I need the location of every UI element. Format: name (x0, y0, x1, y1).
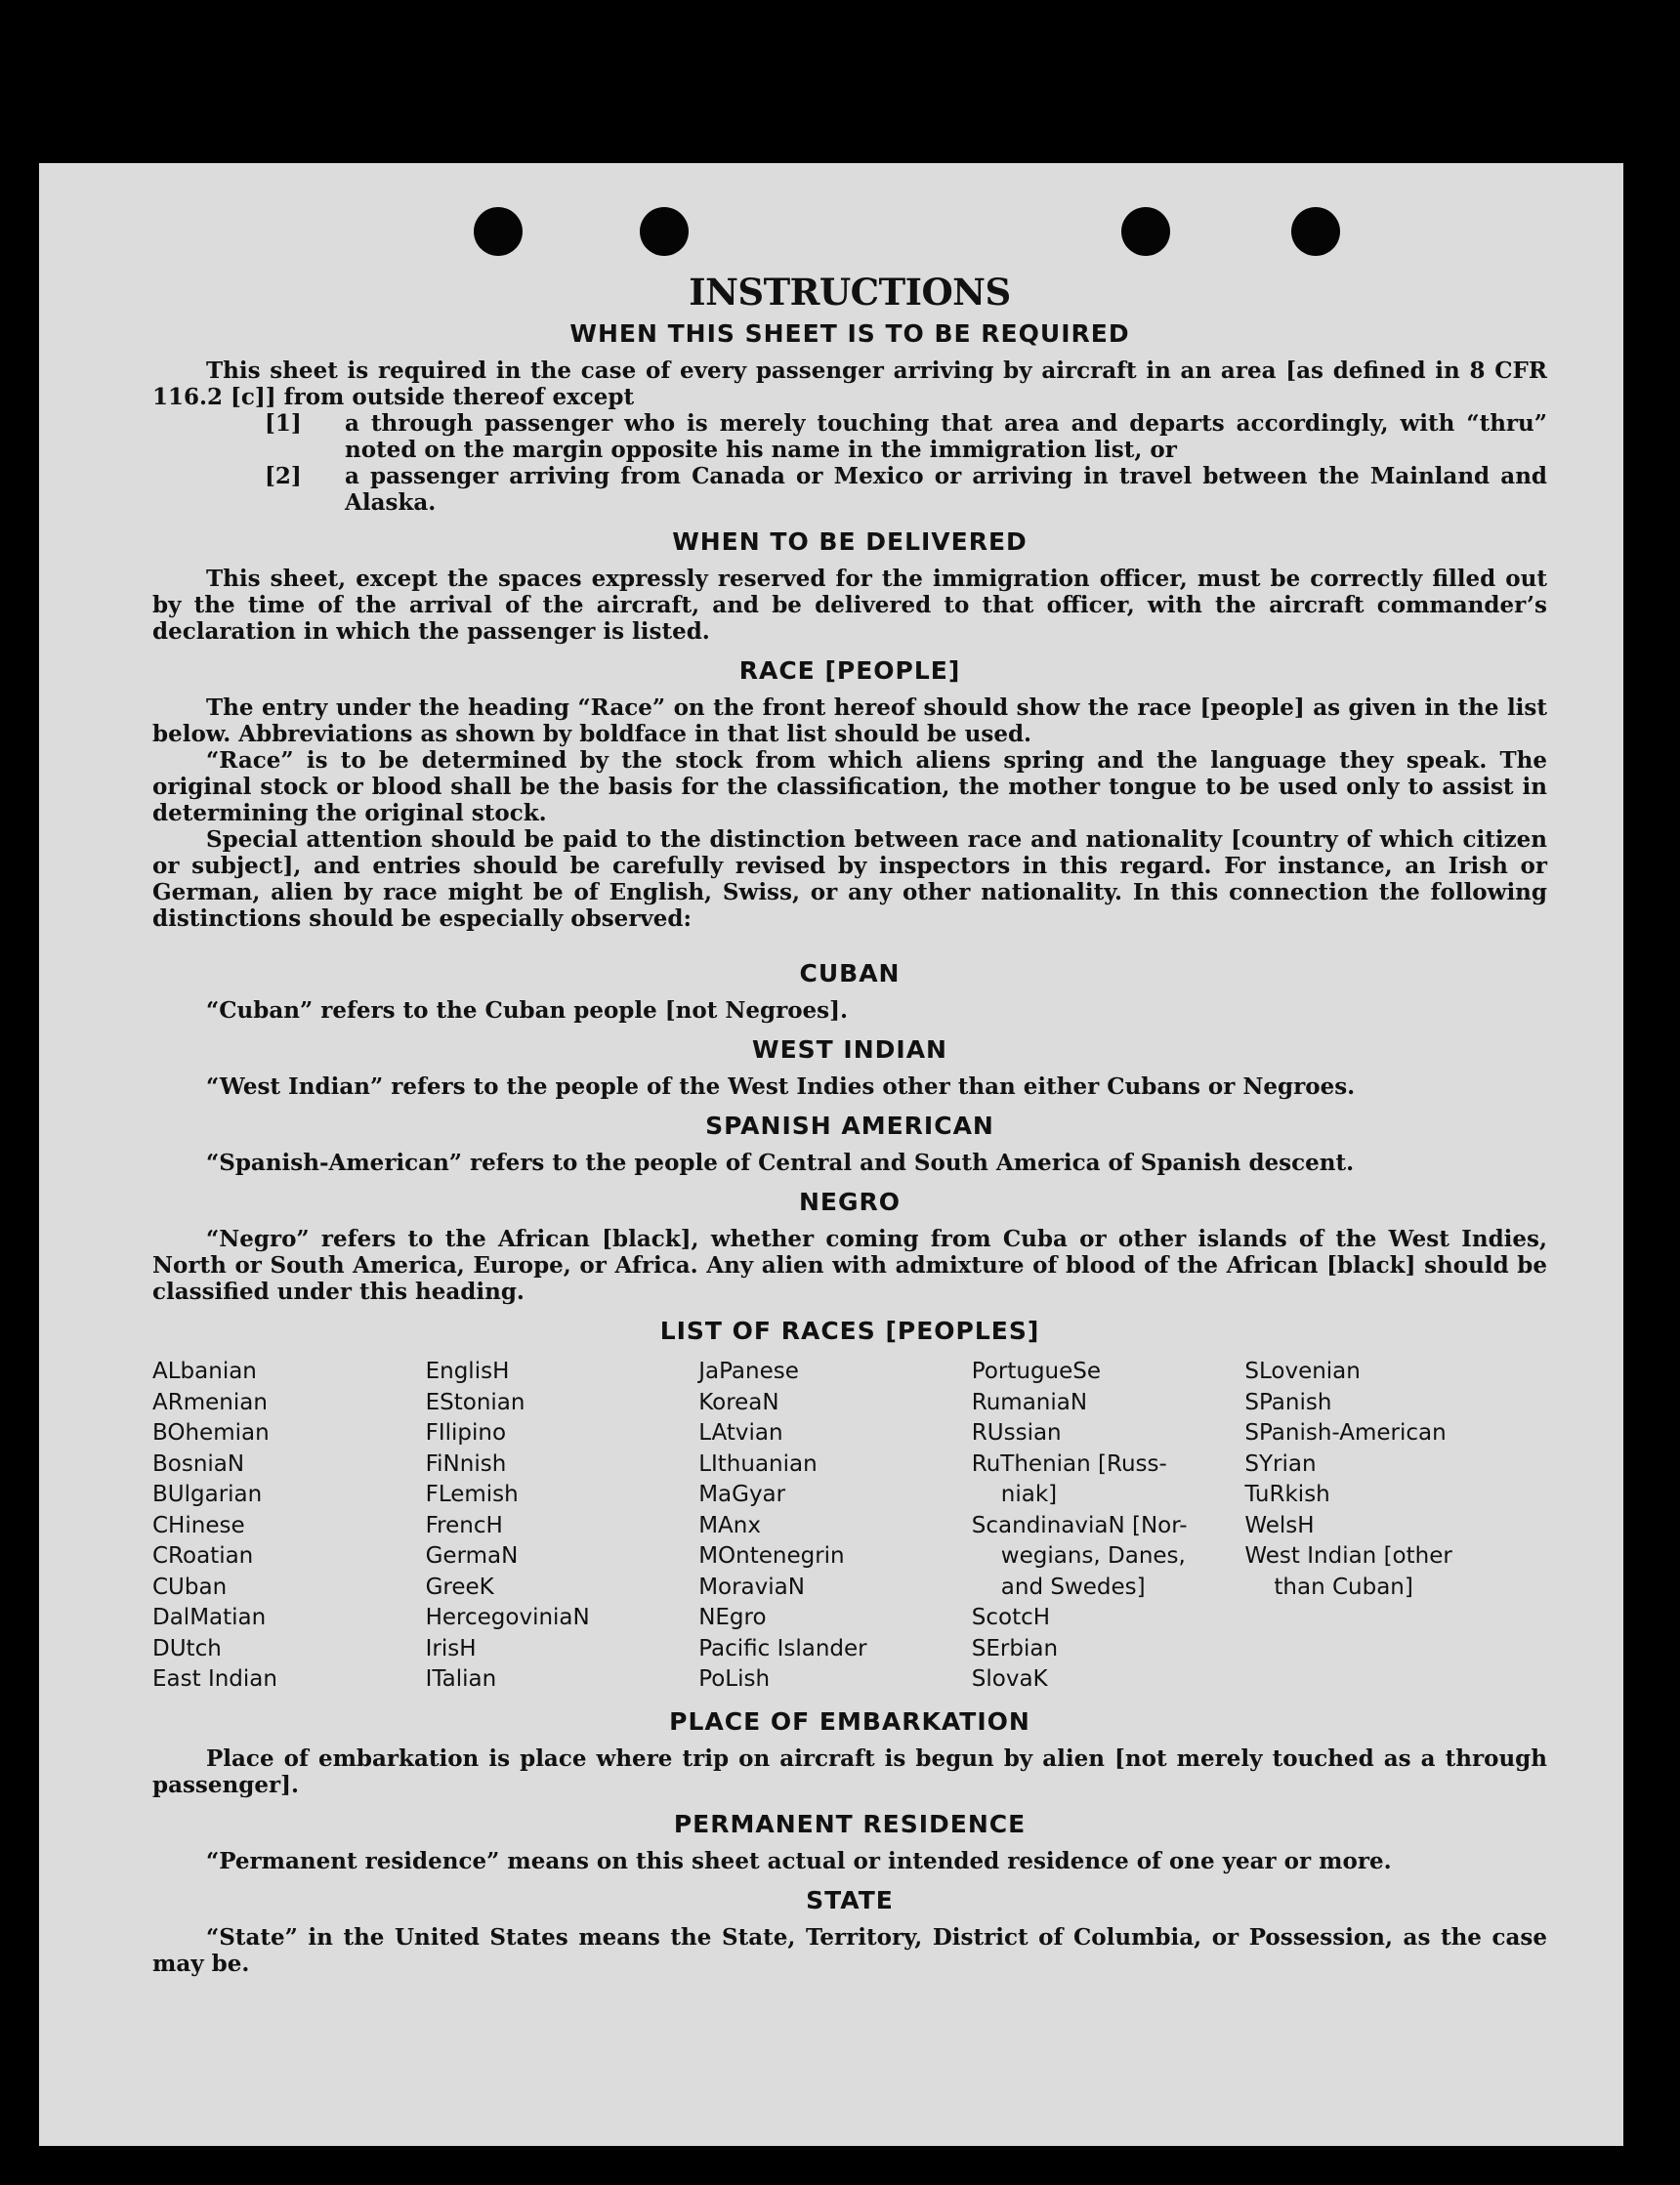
list-item: SPanish (1244, 1389, 1332, 1415)
punch-hole (640, 207, 689, 256)
list-item: ITalian (425, 1666, 497, 1692)
paragraph: Special attention should be paid to the distinction between race and nationality [country of which citizen or subject], and entries should be carefully revised by inspectors in this regard. For instance, an Irish or German, alien by race might be of English, Swiss, or any other nationality. In this connection the following distinctions should be especially observed: (152, 826, 1547, 932)
list-item: ScandinaviaN [Nor- (971, 1512, 1188, 1538)
list-item: GermaN (425, 1543, 519, 1569)
section-heading: LIST OF RACES [PEOPLES] (659, 1317, 1040, 1345)
list-item: JaPanese (698, 1359, 799, 1384)
list-item: MOntenegrin (698, 1543, 845, 1569)
list-item: DUtch (152, 1635, 222, 1661)
list-item: BosniaN (152, 1450, 245, 1477)
punch-hole (1291, 207, 1340, 256)
punch-hole (474, 207, 523, 256)
section-heading: SPANISH AMERICAN (705, 1112, 994, 1140)
list-item: and Swedes] (1000, 1574, 1146, 1600)
page-title: INSTRUCTIONS (689, 271, 1011, 314)
section-heading: STATE (806, 1885, 894, 1914)
list-item: IrisH (425, 1635, 477, 1661)
list-item: KoreaN (698, 1389, 779, 1415)
paragraph: This sheet, except the spaces expressly reserved for the immigration officer, must be correctly filled out by the time of the arrival of the aircraft, and be delivered to that officer, with the aircraft commander’s declaration in which the passenger is listed. (152, 566, 1547, 645)
list-item: HercegoviniaN (425, 1605, 590, 1630)
paragraph: “Cuban” refers to the Cuban people [not Negroes]. (206, 997, 849, 1024)
races-column (698, 1357, 972, 1696)
list-item: FrencH (425, 1512, 503, 1538)
list-item: [1] a through passenger who is merely touching that area and departs accordingly, with “thru” noted on the margin opposite his name in the immigration list, or (265, 410, 1547, 463)
list-item: [2] a passenger arriving from Canada or Mexico or arriving in travel between the Mainland and Alaska. (265, 463, 1547, 516)
list-item: SlovaK (971, 1666, 1048, 1692)
list-item: PoLish (698, 1666, 771, 1692)
list-item: niak] (1000, 1482, 1058, 1507)
list-item: CHinese (152, 1512, 245, 1538)
paragraph: Place of embarkation is place where trip on aircraft is begun by alien [not merely touched as a through passenger]. (152, 1744, 1547, 1798)
list-item: ARmenian (152, 1389, 268, 1415)
section-heading: WHEN THIS SHEET IS TO BE REQUIRED (569, 319, 1130, 348)
list-item: PortugueSe (971, 1359, 1102, 1384)
list-item: NEgro (698, 1605, 767, 1630)
list-item: RUssian (971, 1420, 1062, 1446)
section-heading: PERMANENT RESIDENCE (673, 1809, 1027, 1838)
document-page (39, 163, 1623, 2146)
races-list (152, 1357, 1518, 1696)
list-item: ALbanian (152, 1359, 257, 1384)
list-item: CRoatian (152, 1543, 254, 1569)
list-item: CUban (152, 1574, 228, 1600)
list-item: MaGyar (698, 1482, 786, 1507)
list-item: than Cuban] (1274, 1574, 1413, 1600)
section-heading: CUBAN (799, 959, 901, 987)
paragraph: The entry under the heading “Race” on the front hereof should show the race [people] as given in the list below. Abbreviations as shown by boldface in that list should be used. (152, 694, 1547, 747)
list-item: BUlgarian (152, 1482, 263, 1507)
paragraph: “State” in the United States means the State, Territory, District of Columbia, or Possession, as the case may be. (152, 1923, 1547, 1977)
list-item: SLovenian (1244, 1359, 1361, 1384)
list-item: West Indian [other (1244, 1543, 1452, 1569)
section-heading: WHEN TO BE DELIVERED (672, 527, 1028, 556)
paragraph: “Race” is to be determined by the stock from which aliens spring and the language they speak. The original stock or blood shall be the basis for the classification, the mother tongue to be used only to assist in determining the original stock. (152, 747, 1547, 826)
races-column (152, 1357, 426, 1696)
list-item: TuRkish (1244, 1482, 1330, 1507)
list-item: DalMatian (152, 1605, 267, 1630)
list-item: RuThenian [Russ- (971, 1450, 1167, 1477)
list-item: GreeK (425, 1574, 494, 1600)
races-column (426, 1357, 699, 1696)
list-item: wegians, Danes, (1000, 1543, 1186, 1569)
list-item: East Indian (152, 1666, 277, 1692)
list-item: WelsH (1244, 1512, 1315, 1538)
races-column (972, 1357, 1245, 1696)
list-item: LIthuanian (698, 1450, 818, 1477)
section-heading: NEGRO (798, 1188, 902, 1216)
punch-hole (1121, 207, 1170, 256)
section-heading: WEST INDIAN (752, 1035, 947, 1064)
list-item: SPanish-American (1244, 1420, 1447, 1446)
list-item: ScotcH (971, 1605, 1051, 1630)
list-item: Pacific Islander (698, 1635, 867, 1661)
list-item: EStonian (425, 1389, 525, 1415)
paragraph: This sheet is required in the case of every passenger arriving by aircraft in an area [as defined in 8 CFR 116.2 [c]] from outside thereof except (152, 357, 1547, 410)
list-item: SErbian (971, 1635, 1059, 1661)
list-item: FiNnish (425, 1450, 507, 1477)
races-column (1244, 1357, 1518, 1696)
list-item: MAnx (698, 1512, 761, 1538)
paragraph: “West Indian” refers to the people of the West Indies other than either Cubans or Negroes. (206, 1073, 1356, 1100)
section-heading: RACE [PEOPLE] (738, 656, 961, 685)
list-item: SYrian (1244, 1450, 1317, 1477)
list-item: FLemish (425, 1482, 519, 1507)
paragraph: “Spanish-American” refers to the people of Central and South America of Spanish descent. (206, 1150, 1355, 1176)
list-item: MoraviaN (698, 1574, 805, 1600)
paragraph: “Negro” refers to the African [black], whether coming from Cuba or other islands of the West Indies, North or South America, Europe, or Africa. Any alien with admixture of blood of the African [black] should be classified under this heading. (152, 1226, 1547, 1305)
list-item: FIlipino (425, 1420, 507, 1446)
list-item: LAtvian (698, 1420, 783, 1446)
section-heading: PLACE OF EMBARKATION (669, 1706, 1030, 1736)
paragraph: “Permanent residence” means on this sheet actual or intended residence of one year or more. (206, 1847, 1392, 1874)
list-item: RumaniaN (971, 1389, 1088, 1415)
list-item: BOhemian (152, 1420, 270, 1446)
list-item: EnglisH (425, 1359, 510, 1384)
